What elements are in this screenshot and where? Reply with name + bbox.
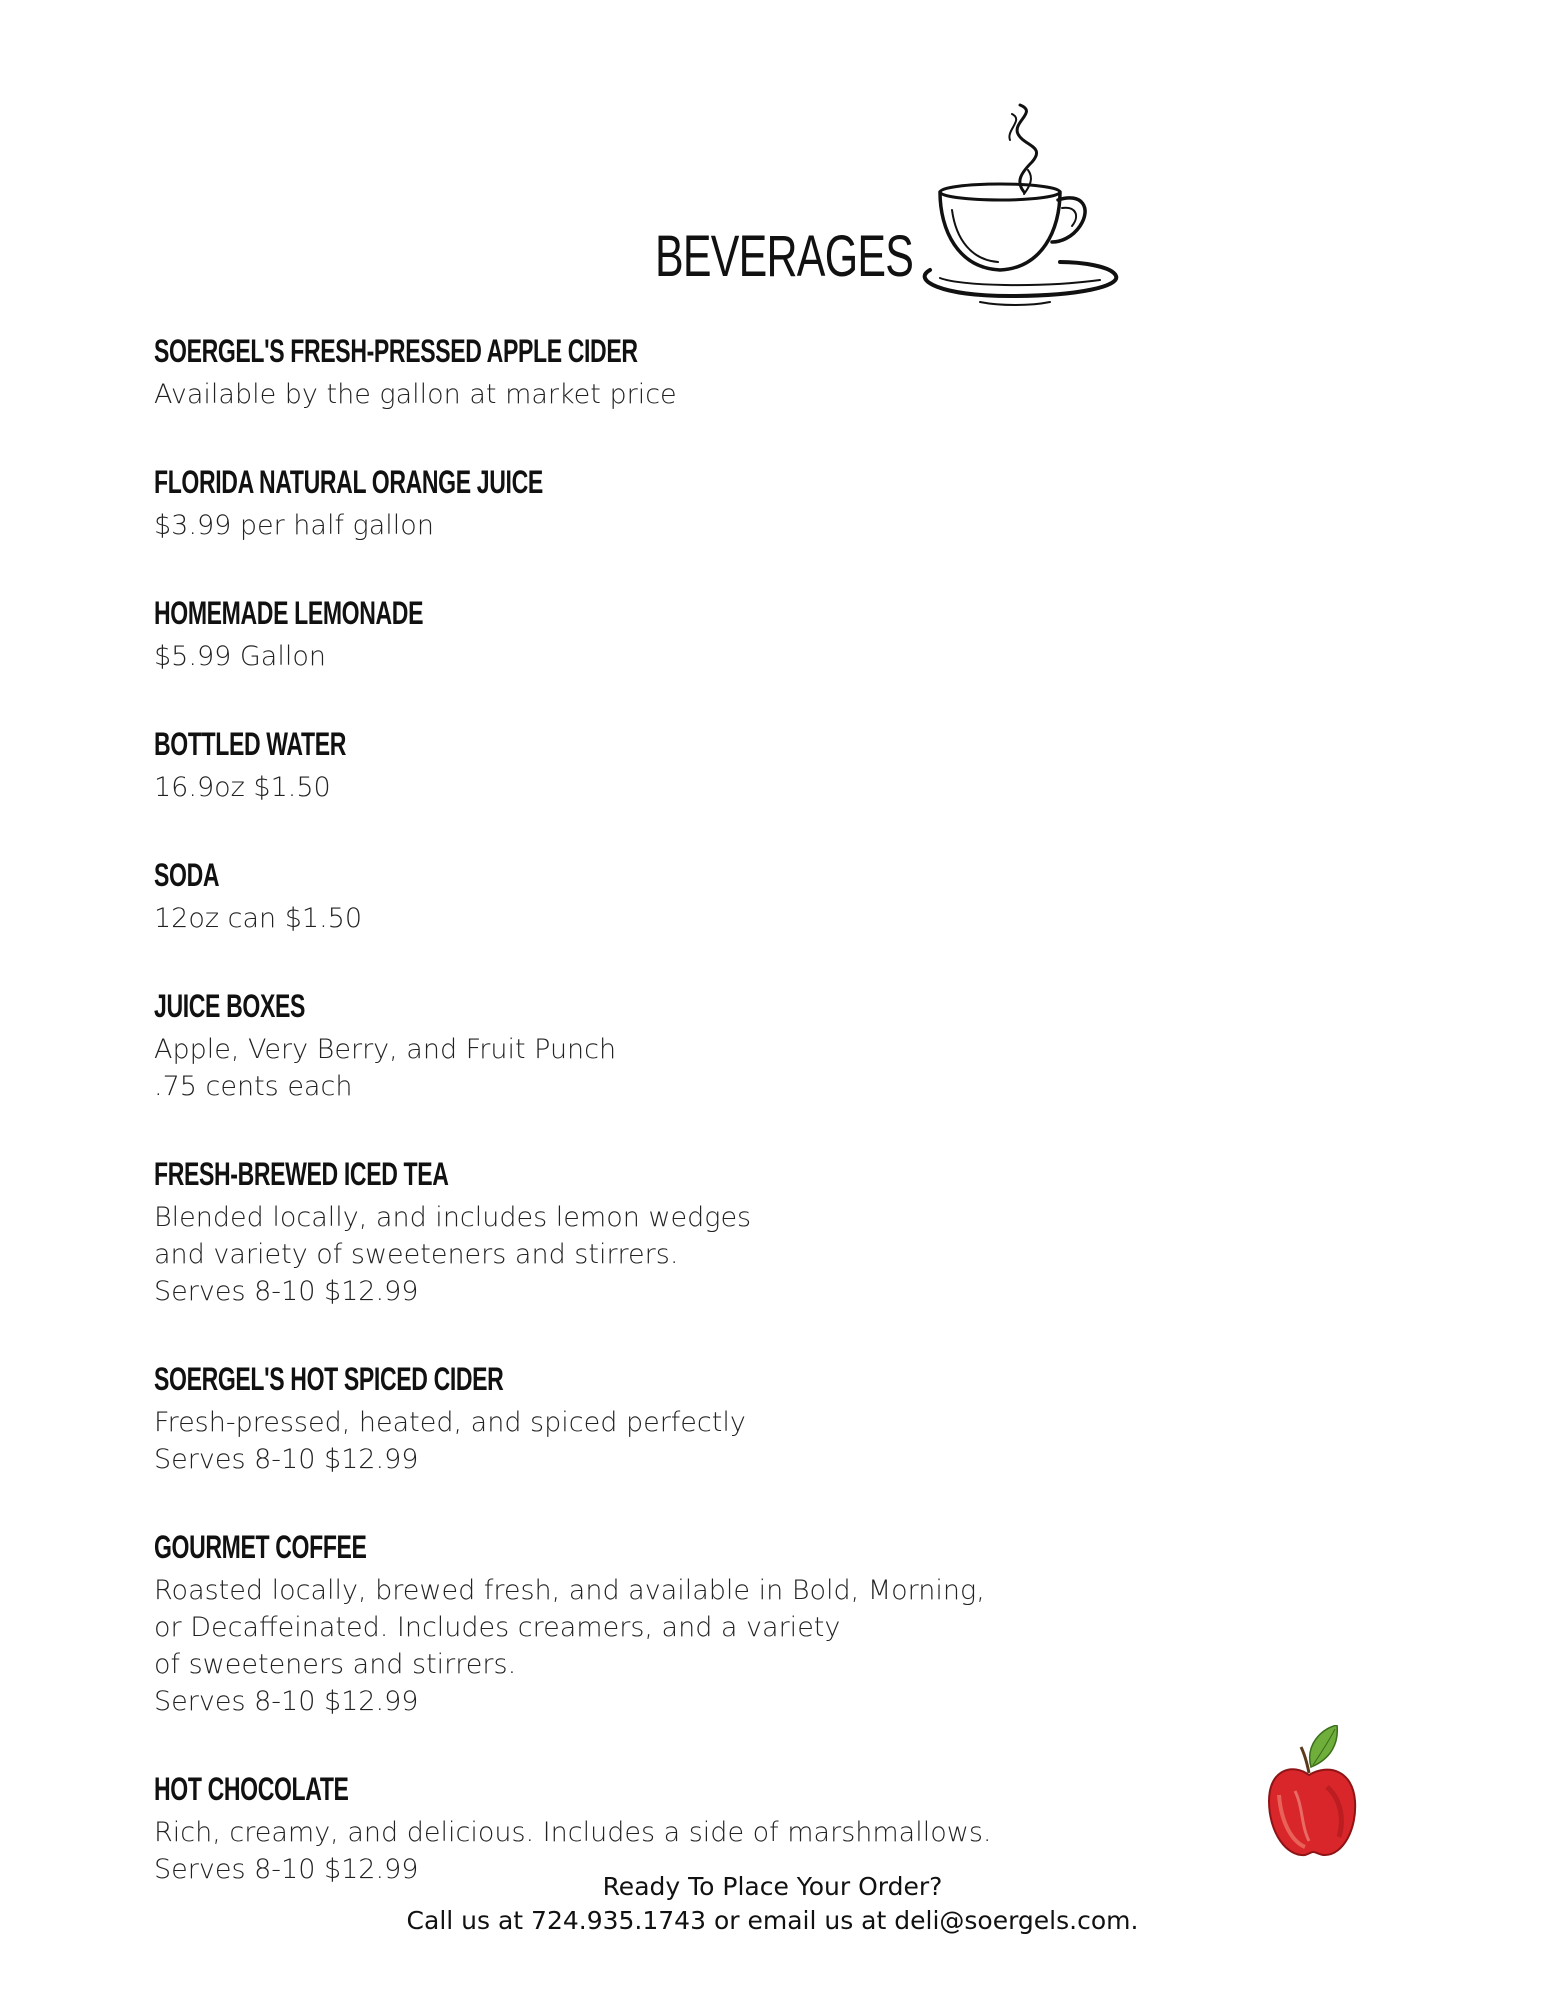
- item-description: Apple, Very Berry, and Fruit Punch: [154, 1034, 617, 1065]
- item-name: HOT CHOCOLATE: [154, 1771, 349, 1807]
- menu-item-apple-cider: [154, 332, 1354, 413]
- menu-item-lemonade: [154, 594, 1354, 675]
- item-name: BOTTLED WATER: [154, 726, 346, 762]
- item-price: .75 cents each: [154, 1071, 353, 1102]
- item-name: HOMEMADE LEMONADE: [154, 595, 424, 631]
- menu-item-orange-juice: [154, 463, 1354, 544]
- menu-item-gourmet-coffee: [154, 1528, 1354, 1720]
- item-price: $5.99 Gallon: [154, 641, 326, 672]
- item-description: or Decaffeinated. Includes creamers, and a variety: [154, 1612, 841, 1643]
- item-price: 12oz can $1.50: [154, 903, 363, 934]
- menu-item-soda: [154, 856, 1354, 937]
- item-description: Fresh-pressed, heated, and spiced perfectly: [154, 1407, 746, 1438]
- beverage-list: [154, 332, 1354, 1938]
- item-name: GOURMET COFFEE: [154, 1529, 367, 1565]
- item-price: 16.9oz $1.50: [154, 772, 331, 803]
- menu-item-bottled-water: [154, 725, 1354, 806]
- menu-item-juice-boxes: [154, 987, 1354, 1105]
- contact-info: Call us at 724.935.1743 or email us at deli@soergels.com.: [406, 1906, 1139, 1935]
- item-price: Serves 8-10 $12.99: [154, 1276, 419, 1307]
- page-title: BEVERAGES: [655, 224, 914, 289]
- apple-icon: [1265, 1725, 1360, 1860]
- item-name: FLORIDA NATURAL ORANGE JUICE: [154, 464, 543, 500]
- item-name: FRESH-BREWED ICED TEA: [154, 1156, 449, 1192]
- item-price: $3.99 per half gallon: [154, 510, 434, 541]
- item-name: SODA: [154, 857, 220, 893]
- item-description: Blended locally, and includes lemon wedges: [154, 1202, 752, 1233]
- order-prompt: Ready To Place Your Order?: [602, 1872, 943, 1901]
- item-description: Rich, creamy, and delicious. Includes a side of marshmallows.: [154, 1817, 992, 1848]
- item-name: SOERGEL'S HOT SPICED CIDER: [154, 1361, 504, 1397]
- item-description: and variety of sweeteners and stirrers.: [154, 1239, 679, 1270]
- item-price: Serves 8-10 $12.99: [154, 1686, 419, 1717]
- item-name: SOERGEL'S FRESH-PRESSED APPLE CIDER: [154, 333, 638, 369]
- item-description: Available by the gallon at market price: [154, 379, 677, 410]
- menu-item-iced-tea: [154, 1155, 1354, 1310]
- coffee-cup-icon: [920, 100, 1130, 315]
- menu-item-hot-spiced-cider: [154, 1360, 1354, 1478]
- item-price: Serves 8-10 $12.99: [154, 1854, 419, 1885]
- item-price: Serves 8-10 $12.99: [154, 1444, 419, 1475]
- item-name: JUICE BOXES: [154, 988, 305, 1024]
- item-description: Roasted locally, brewed fresh, and available in Bold, Morning,: [154, 1575, 985, 1606]
- item-description: of sweeteners and stirrers.: [154, 1649, 517, 1680]
- order-footer: [0, 1870, 1545, 1938]
